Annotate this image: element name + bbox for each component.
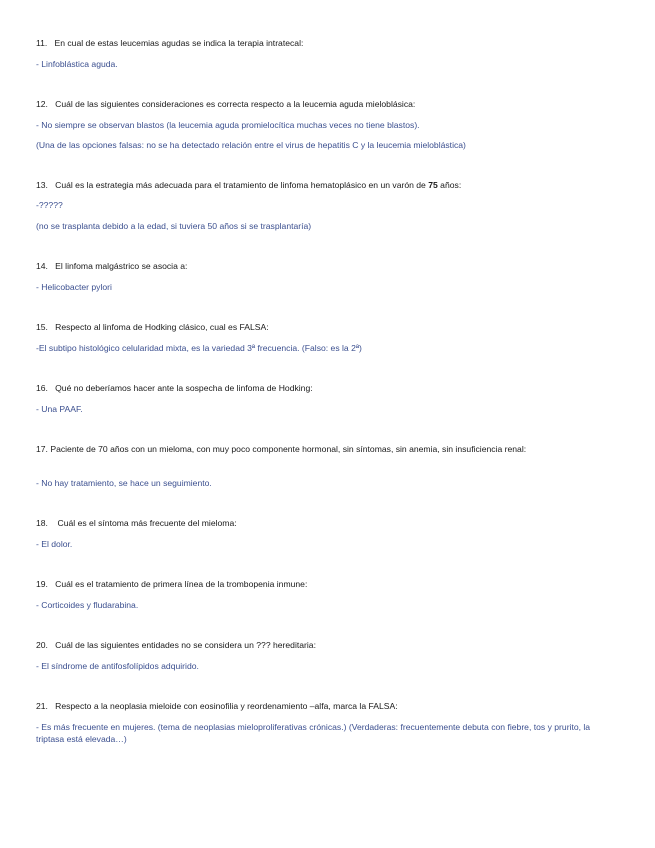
question-12 bbox=[36, 98, 596, 110]
question-text: Respecto a la neoplasia mieloide con eosinofilia y reordenamiento –alfa, marca la FALSA: bbox=[55, 701, 398, 711]
question-18 bbox=[36, 517, 596, 529]
question-text: Cuál es la estrategia más adecuada para el tratamiento de linfoma hematoplásico en un varón de bbox=[55, 180, 429, 190]
question-number: 17. bbox=[36, 444, 48, 454]
question-number: 18. bbox=[36, 518, 48, 528]
question-17 bbox=[36, 443, 596, 455]
question-text-end: años: bbox=[437, 180, 462, 190]
question-number: 21. bbox=[36, 701, 48, 711]
question-number: 11. bbox=[36, 38, 48, 48]
question-text: Paciente de 70 años con un mieloma, con muy poco componente hormonal, sin síntomas, sin anemia, sin insuficiencia renal: bbox=[50, 444, 527, 454]
question-14 bbox=[36, 260, 596, 272]
question-number: 14. bbox=[36, 261, 48, 271]
question-number: 13. bbox=[36, 180, 48, 190]
question-20 bbox=[36, 639, 596, 651]
answer-13: -????? bbox=[36, 200, 63, 210]
question-number: 12. bbox=[36, 99, 48, 109]
question-text: Cuál es el tratamiento de primera línea de la trombopenia inmune: bbox=[55, 579, 308, 589]
question-19 bbox=[36, 578, 596, 590]
question-number: 16. bbox=[36, 383, 48, 393]
question-number: 19. bbox=[36, 579, 48, 589]
answer-20: - El síndrome de antifosfolípidos adquirido. bbox=[36, 661, 199, 671]
answer-12-note: (Una de las opciones falsas: no se ha detectado relación entre el virus de hepatitis C y la leucemia mieloblástica) bbox=[36, 140, 466, 150]
question-text: Cuál es el síntoma más frecuente del mieloma: bbox=[57, 518, 237, 528]
answer-13-note: (no se trasplanta debido a la edad, si tuviera 50 años si se trasplantaría) bbox=[36, 221, 312, 231]
answer-17: - No hay tratamiento, se hace un seguimiento. bbox=[36, 478, 212, 488]
question-text: Respecto al linfoma de Hodking clásico, cual es FALSA: bbox=[55, 322, 269, 332]
answer-18: - El dolor. bbox=[36, 539, 73, 549]
question-13 bbox=[36, 179, 596, 191]
question-text: Cuál de las siguientes consideraciones es correcta respecto a la leucemia aguda mieloblásica: bbox=[55, 99, 416, 109]
answer-19: - Corticoides y fludarabina. bbox=[36, 600, 139, 610]
question-15 bbox=[36, 321, 596, 333]
question-number: 15. bbox=[36, 322, 48, 332]
answer-21: - Es más frecuente en mujeres. (tema de neoplasias mieloproliferativas crónicas.) (Verdaderas: frecuentemente debuta con fiebre, tos y prurito, la triptasa está elevada…) bbox=[36, 722, 591, 744]
question-text-bold: 75 bbox=[428, 180, 438, 190]
question-21 bbox=[36, 700, 596, 712]
question-text: En cual de estas leucemias agudas se indica la terapia intratecal: bbox=[54, 38, 304, 48]
question-text: Qué no deberíamos hacer ante la sospecha de linfoma de Hodking: bbox=[55, 383, 313, 393]
question-text: Cuál de las siguientes entidades no se considera un ??? hereditaria: bbox=[55, 640, 316, 650]
answer-11: - Linfoblástica aguda. bbox=[36, 59, 118, 69]
answer-12: - No siempre se observan blastos (la leucemia aguda promielocítica muchas veces no tiene blastos). bbox=[36, 120, 420, 130]
question-number: 20. bbox=[36, 640, 48, 650]
answer-14: - Helicobacter pylori bbox=[36, 282, 112, 292]
question-16 bbox=[36, 382, 596, 394]
answer-16: - Una PAAF. bbox=[36, 404, 83, 414]
question-11 bbox=[36, 37, 596, 49]
answer-15: -El subtipo histológico celularidad mixta, es la variedad 3ª frecuencia. (Falso: es la 2ª) bbox=[36, 343, 362, 353]
question-text: El linfoma malgástrico se asocia a: bbox=[55, 261, 188, 271]
